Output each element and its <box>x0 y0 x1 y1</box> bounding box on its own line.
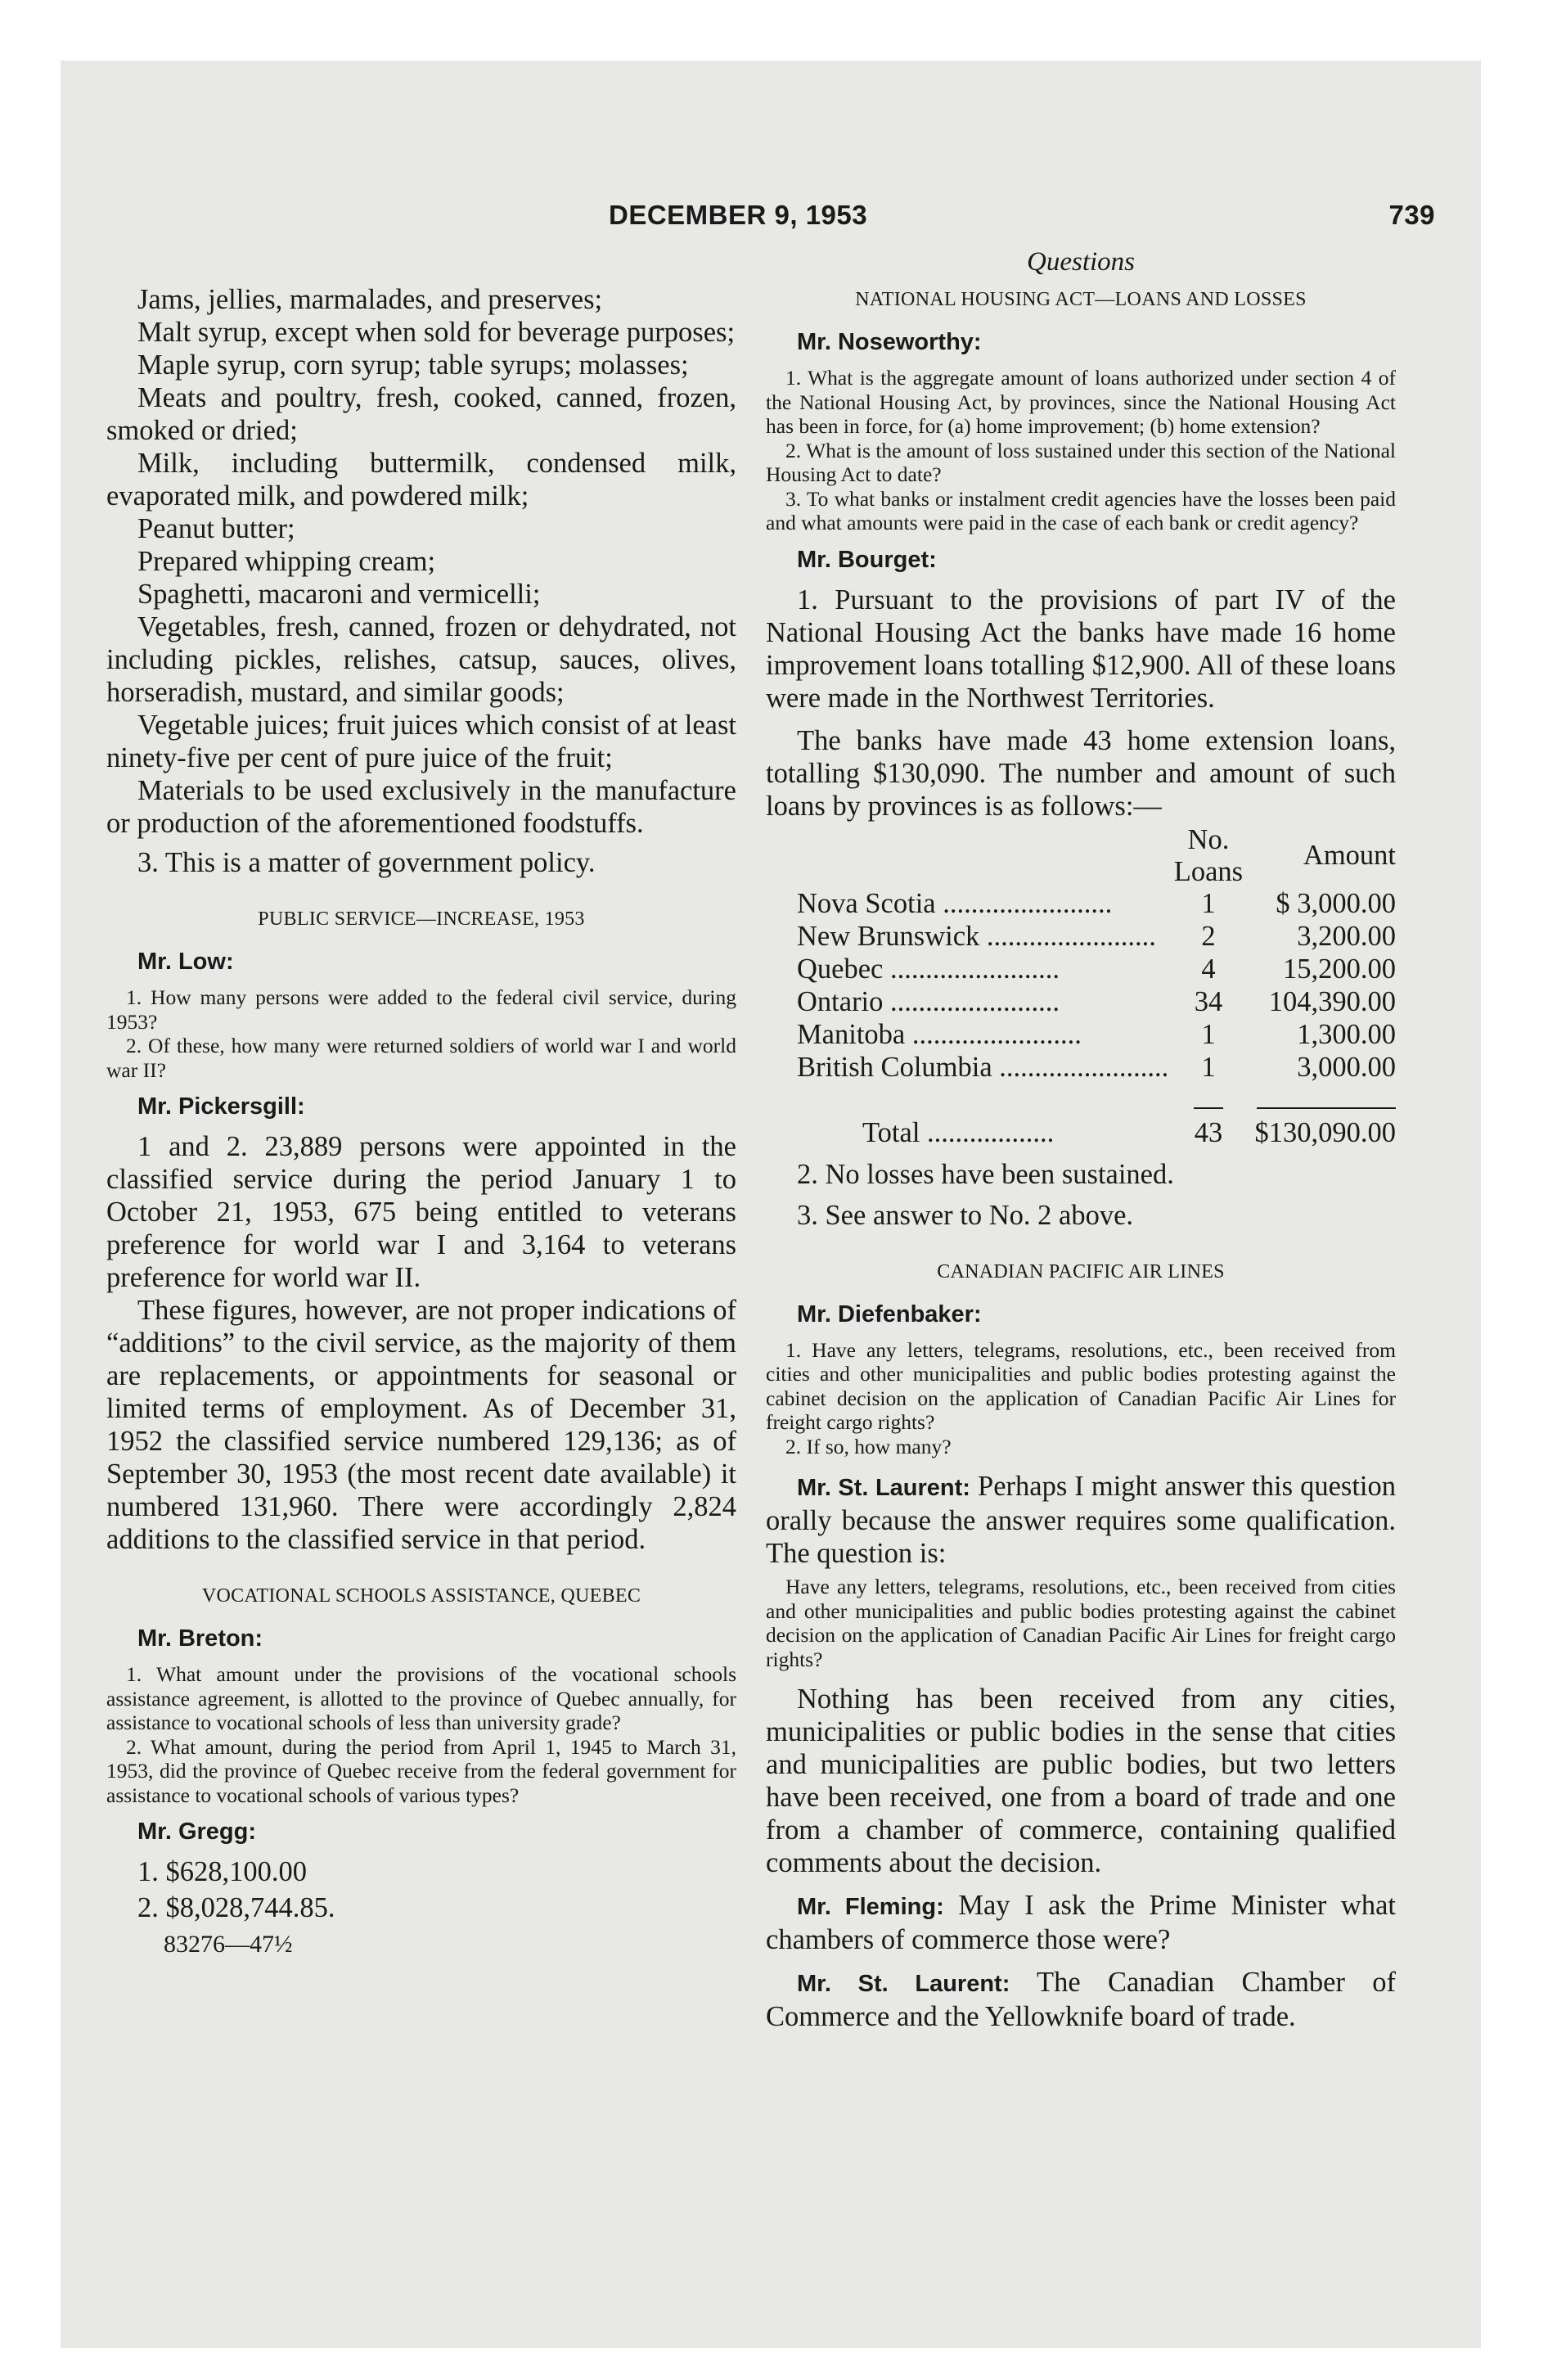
speaker-diefenbaker: Mr. Diefenbaker: <box>797 1300 982 1327</box>
section-heading-vocational-schools: VOCATIONAL SCHOOLS ASSISTANCE, QUEBEC <box>201 1585 641 1607</box>
header-date: DECEMBER 9, 1953 <box>609 200 868 230</box>
speech-st-laurent <box>766 1966 1396 2033</box>
loan-count: 2 <box>1201 921 1216 952</box>
table-row <box>797 1052 1396 1084</box>
total-loans: 43 <box>1194 1117 1223 1148</box>
section-heading-cpal: CANADIAN PACIFIC AIR LINES <box>937 1260 1225 1282</box>
leader-dots: .................. <box>920 1117 1055 1148</box>
food-item: Materials to be used exclusively in the manufacture or production of the aforementioned foodstuffs. <box>106 775 736 839</box>
loans-table <box>797 824 1396 1150</box>
table-header-row <box>797 824 1396 888</box>
food-item: Milk, including buttermilk, condensed milk, evaporated milk, and powdered milk; <box>106 448 736 512</box>
table-row <box>797 921 1396 953</box>
province-name: Manitoba <box>797 1019 906 1050</box>
speech-text: The Canadian Chamber of Commerce and the Yellowknife board of trade. <box>766 1967 1396 2032</box>
table-row <box>797 953 1396 986</box>
speaker-noseworthy: Mr. Noseworthy: <box>797 329 982 355</box>
loan-amount: 3,000.00 <box>1297 1052 1396 1083</box>
speaker-pickersgill: Mr. Pickersgill: <box>137 1093 305 1120</box>
question: 3. To what banks or instalment credit agencies have the losses been paid and what amounts were paid in the case of each bank or credit agency? <box>766 486 1396 534</box>
loan-count: 1 <box>1201 888 1216 919</box>
food-item: Vegetable juices; fruit juices which consist of at least ninety-five per cent of pure juice of the fruit; <box>106 710 736 773</box>
speaker-st-laurent: Mr. St. Laurent: <box>797 1971 1010 1997</box>
speaker-fleming: Mr. Fleming: <box>797 1894 944 1920</box>
print-code: 83276—47½ <box>164 1931 293 1958</box>
loan-amount: 104,390.00 <box>1268 986 1396 1017</box>
page-scan <box>61 61 1481 2348</box>
leader-dots: ........................ <box>935 888 1113 919</box>
food-item: Malt syrup, except when sold for beverage purposes; <box>137 317 736 348</box>
speaker-st-laurent: Mr. St. Laurent: <box>797 1475 970 1501</box>
right-column <box>766 242 1396 2033</box>
loan-amount: 15,200.00 <box>1283 953 1396 985</box>
question: 2. What amount, during the period from April 1, 1945 to March 31, 1953, did the province of Quebec receive from the federal government for assistance to vocational schools of various types? <box>106 1734 736 1807</box>
quoted-question: Have any letters, telegrams, resolutions, etc., been received from cities and other municipalities and public bodies protesting against the cabinet decision on the application of Canadian Pacific Air Lines for freight cargo rights? <box>766 1575 1396 1671</box>
question: 1. How many persons were added to the federal civil service, during 1953? <box>106 985 736 1034</box>
leader-dots: ........................ <box>992 1052 1169 1083</box>
question: 2. Of these, how many were returned soldiers of world war I and world war II? <box>106 1034 736 1082</box>
total-amount: $130,090.00 <box>1254 1117 1396 1148</box>
answer-paragraph: 1. Pursuant to the provisions of part IV of the National Housing Act the banks have made 16 home improvement loans totalling $12,900. All of these loans were made in the Northwest Territories. <box>766 584 1396 714</box>
speech-fleming <box>766 1889 1396 1956</box>
total-label: Total <box>862 1117 920 1148</box>
answer-paragraph: Nothing has been received from any cities, municipalities or public bodies in the sense that cities and municipalities are public bodies, but two letters have been received, one from a board of trade and one from a chamber of commerce, containing qualified comments about the decision. <box>766 1684 1396 1878</box>
question: 1. What is the aggregate amount of loans authorized under section 4 of the National Housing Act, by provinces, since the National Housing Act has been in force, for (a) home improvement; (b) home extension? <box>766 366 1396 438</box>
answer-paragraph: 2. No losses have been sustained. <box>797 1158 1174 1190</box>
total-rule-row <box>797 1084 1396 1117</box>
answer-paragraph: The banks have made 43 home extension loans, totalling $130,090. The number and amount of such loans by provinces is as follows:— <box>766 724 1396 822</box>
food-item: Meats and poultry, fresh, cooked, canned, frozen, smoked or dried; <box>106 382 736 446</box>
question: 1. Have any letters, telegrams, resolutions, etc., been received from cities and other municipalities and public bodies protesting against the cabinet decision on the application of Canadian Pacific Air Lines for freight cargo rights? <box>766 1337 1396 1434</box>
province-name: British Columbia <box>797 1052 992 1083</box>
page-header <box>61 200 1481 241</box>
column-header-amount: Amount <box>1303 840 1396 871</box>
table-total-row <box>797 1117 1396 1150</box>
speech-text: Perhaps I might answer this question orally because the answer requires some qualification. The question is: <box>766 1471 1397 1569</box>
food-item: Maple syrup, corn syrup; table syrups; molasses; <box>137 349 689 381</box>
leader-dots: ........................ <box>883 953 1060 985</box>
section-heading-nha: NATIONAL HOUSING ACT—LOANS AND LOSSES <box>855 289 1307 310</box>
leader-dots: ........................ <box>905 1019 1082 1050</box>
loan-amount: 1,300.00 <box>1297 1019 1396 1050</box>
loan-amount: 3,200.00 <box>1297 921 1396 952</box>
answer-paragraph: 1 and 2. 23,889 persons were appointed in the classified service during the period January 1 to October 21, 1953, 675 being entitled to veterans preference for world war I and 3,164 to veterans preference for world war II. <box>106 1131 736 1293</box>
province-name: Quebec <box>797 953 884 985</box>
left-column <box>106 283 736 1959</box>
section-heading-public-service: PUBLIC SERVICE—INCREASE, 1953 <box>258 908 585 930</box>
question: 2. If so, how many? <box>785 1434 952 1458</box>
answer-paragraph: 3. See answer to No. 2 above. <box>797 1199 1134 1231</box>
loan-amount: $ 3,000.00 <box>1276 888 1396 919</box>
food-item: Spaghetti, macaroni and vermicelli; <box>137 579 541 610</box>
loan-count: 4 <box>1201 953 1216 985</box>
column-header-loans: No. Loans <box>1173 823 1244 887</box>
food-item: Prepared whipping cream; <box>137 546 436 577</box>
leader-dots: ........................ <box>883 986 1060 1017</box>
question: 2. What is the amount of loss sustained under this section of the National Housing Act to date? <box>766 438 1396 486</box>
loan-count: 34 <box>1194 986 1223 1017</box>
question: 1. What amount under the provisions of the vocational schools assistance agreement, is allotted to the province of Quebec annually, for assistance to vocational schools of less than university grade? <box>106 1662 736 1734</box>
speech-text: May I ask the Prime Minister what chambers of commerce those were? <box>766 1890 1396 1955</box>
answer-3: 3. This is a matter of government policy. <box>137 847 596 878</box>
page-number: 739 <box>1388 200 1435 230</box>
total-rule <box>1194 1107 1223 1109</box>
table-row <box>797 1019 1396 1052</box>
food-item: Jams, jellies, marmalades, and preserves; <box>137 284 603 315</box>
speech-st-laurent <box>766 1470 1396 1570</box>
food-item: Peanut butter; <box>137 513 295 544</box>
section-title-questions: Questions <box>1027 247 1135 277</box>
leader-dots: ........................ <box>979 921 1156 952</box>
speaker-gregg: Mr. Gregg: <box>137 1819 257 1845</box>
province-name: Nova Scotia <box>797 888 936 919</box>
loan-count: 1 <box>1201 1019 1216 1050</box>
answer-line: 1. $628,100.00 <box>137 1856 307 1887</box>
answer-line: 2. $8,028,744.85. <box>137 1892 335 1923</box>
table-row <box>797 888 1396 921</box>
speaker-breton: Mr. Breton: <box>137 1625 263 1652</box>
speaker-bourget: Mr. Bourget: <box>797 546 937 573</box>
food-item: Vegetables, fresh, canned, frozen or dehydrated, not including pickles, relishes, catsup, sauces, olives, horseradish, mustard, and similar goods; <box>106 611 736 708</box>
speaker-low: Mr. Low: <box>137 949 234 975</box>
total-rule <box>1257 1107 1396 1109</box>
table-row <box>797 986 1396 1019</box>
province-name: New Brunswick <box>797 921 980 952</box>
loan-count: 1 <box>1201 1052 1216 1083</box>
province-name: Ontario <box>797 986 884 1017</box>
answer-paragraph: These figures, however, are not proper indications of “additions” to the civil service, as the majority of them are replacements, or appointments for seasonal or limited terms of employment. As of December 31, 1952 the classified service numbered 129,136; as of September 30, 1953 (the most recent date available) it numbered 131,960. There were accordingly 2,824 additions to the classified service in that period. <box>106 1295 736 1555</box>
